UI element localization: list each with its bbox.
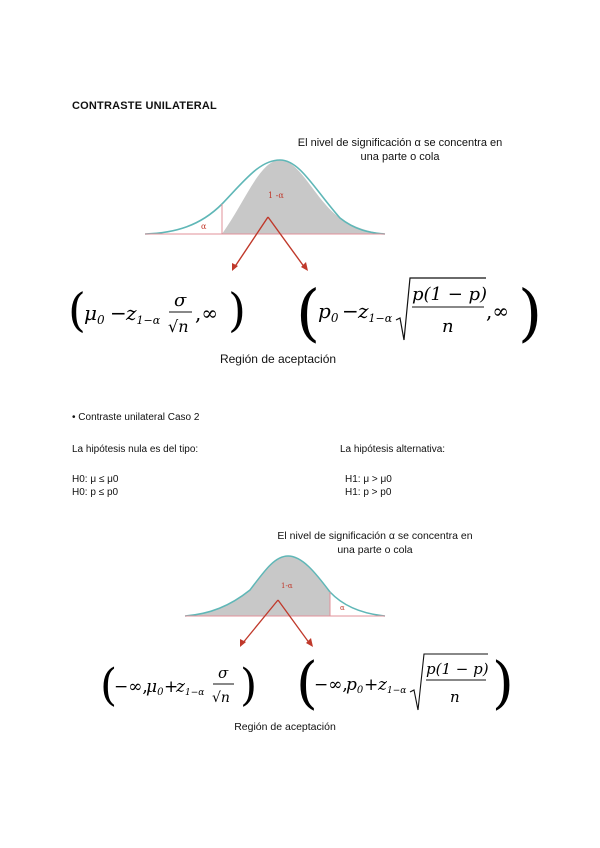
case2-formula-mean bbox=[100, 652, 260, 714]
case1-normal-curve bbox=[140, 150, 390, 280]
h1-mean: H1: μ > μ0 bbox=[345, 474, 392, 485]
case1-acceptance-area bbox=[222, 160, 385, 234]
case1-caption-line2: una parte o cola bbox=[360, 151, 440, 163]
case2-caption-line1: El nivel de significación α se concentra en bbox=[277, 530, 473, 542]
case2-formula-prop-p0: p0 bbox=[346, 675, 364, 696]
case2-formula-mean-neg-inf: −∞, bbox=[114, 677, 148, 697]
case1-formula-mean-open-paren: ( bbox=[68, 283, 86, 337]
case1-formula-prop-p0: $p_0$ bbox=[318, 299, 339, 325]
case1-formula-mean-mu0: $\mu_0$ bbox=[84, 301, 105, 327]
case1-formula-prop-close-paren: ) bbox=[518, 276, 543, 349]
case1-formula-mean bbox=[68, 276, 248, 342]
case2-formula-mean-plus: + bbox=[164, 677, 179, 697]
case1-center-label: 1 -α bbox=[268, 191, 284, 200]
case2-formula-prop bbox=[296, 646, 514, 718]
h0-prop: H0: p ≤ p0 bbox=[72, 487, 119, 498]
null-hypothesis-label: La hipótesis nula es del tipo: bbox=[72, 444, 199, 455]
case2-tail-label: α bbox=[340, 604, 345, 612]
section-title: CONTRASTE UNILATERAL bbox=[72, 100, 217, 112]
case2-formula-mean-z: z1−α bbox=[176, 677, 205, 698]
case1-formula-mean-z: $z_{1-\alpha}$ bbox=[126, 301, 161, 327]
case1-caption-line1: El nivel de significación α se concentra en bbox=[297, 137, 503, 149]
case1-formula-prop-numerator: p(1 − p) bbox=[412, 284, 488, 305]
case2-acceptance-area bbox=[185, 556, 330, 616]
case1-formula-prop-n: n bbox=[442, 316, 454, 337]
case2-formula-prop-z: z1−α bbox=[378, 675, 407, 696]
case2-formula-mean-close-paren: ) bbox=[240, 660, 258, 711]
case1-formula-mean-minus: − bbox=[110, 301, 127, 325]
h0-mean: H0: μ ≤ μ0 bbox=[72, 474, 119, 485]
case1-formula-mean-close-paren: ) bbox=[228, 283, 246, 337]
case1-formula-mean-sqrt-n: √n bbox=[168, 317, 189, 336]
case1-formula-mean-sigma: σ bbox=[174, 290, 187, 311]
case1-formula-prop-z: $z_{1-\alpha}$ bbox=[358, 299, 393, 325]
case2-formula-prop-plus: + bbox=[364, 675, 379, 695]
h1-prop: H1: p > p0 bbox=[345, 487, 392, 498]
case2-formula-mean-open-paren: ( bbox=[100, 660, 118, 711]
case2-center-label: 1-α bbox=[281, 582, 293, 590]
case2-formula-prop-n: n bbox=[450, 688, 460, 706]
case2-formula-prop-neg-inf: −∞, bbox=[314, 675, 348, 695]
case2-formula-mean-sqrt-n: √n bbox=[212, 690, 230, 706]
alt-hypothesis-label: La hipótesis alternativa: bbox=[340, 444, 446, 455]
case2-normal-curve bbox=[180, 550, 390, 650]
case1-formula-prop-open-paren: ( bbox=[296, 276, 321, 349]
case2-caption-line2: una parte o cola bbox=[337, 544, 413, 556]
case1-formula-prop bbox=[296, 270, 543, 352]
case1-region-label: Región de aceptación bbox=[219, 352, 337, 366]
case2-formula-mean-mu0: μ0 bbox=[146, 677, 164, 698]
case1-formula-prop-minus: − bbox=[342, 299, 359, 323]
case2-formula-prop-open-paren: ( bbox=[296, 651, 318, 716]
case1-formula-prop-comma-inf: ,∞ bbox=[486, 299, 510, 323]
case2-region-label: Región de aceptación bbox=[234, 721, 336, 733]
case2-formula-prop-close-paren: ) bbox=[492, 651, 514, 716]
case1-tail-label: α bbox=[201, 222, 207, 231]
case1-formula-mean-comma-inf: ,∞ bbox=[195, 301, 219, 325]
case2-formula-prop-numerator: p(1 − p) bbox=[426, 660, 489, 678]
case2-formula-mean-sigma: σ bbox=[218, 664, 229, 682]
case2-bullet-heading: • Contraste unilateral Caso 2 bbox=[72, 412, 200, 423]
